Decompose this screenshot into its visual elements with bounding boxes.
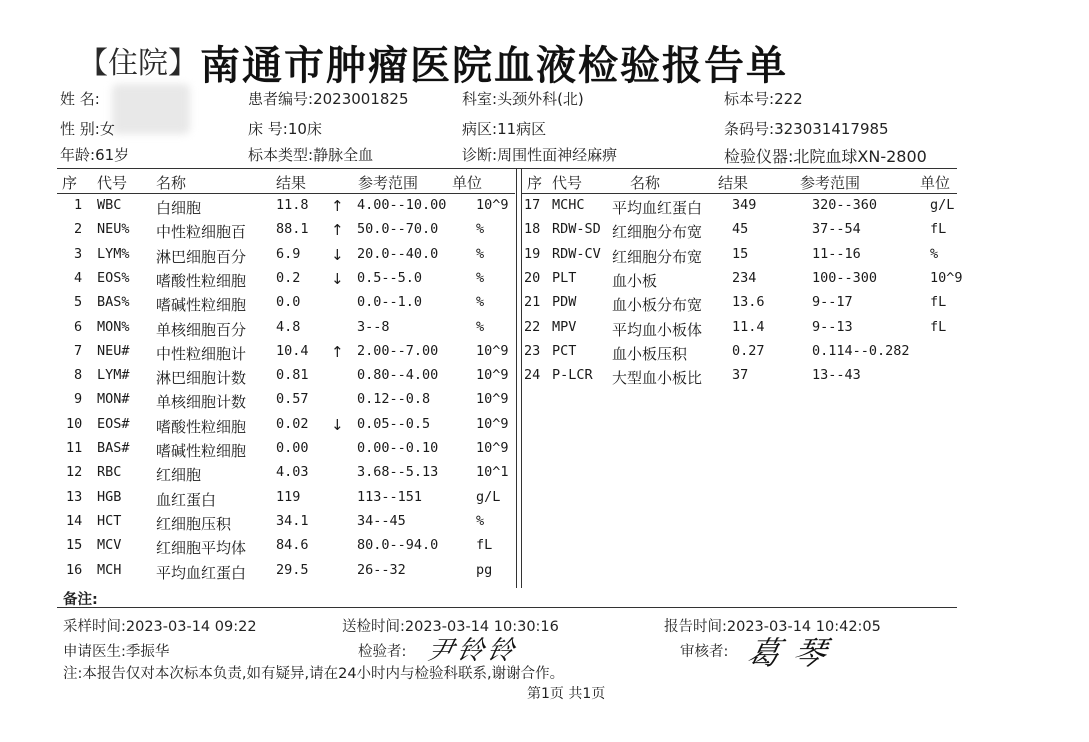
cell-unit: pg bbox=[476, 561, 493, 578]
diagnosis-field bbox=[462, 144, 617, 165]
age-field bbox=[60, 144, 129, 165]
name-label: 姓 名: bbox=[60, 90, 100, 108]
cell-result: 0.0 bbox=[276, 294, 301, 311]
cell-range: 113--151 bbox=[357, 488, 423, 505]
cell-seq: 3 bbox=[74, 245, 83, 262]
cell-seq: 19 bbox=[524, 245, 541, 262]
cell-code: MON% bbox=[97, 318, 130, 335]
cell-seq: 9 bbox=[74, 391, 83, 408]
cell-name: 红细胞平均体 bbox=[156, 539, 247, 558]
cell-seq: 1 bbox=[74, 197, 83, 213]
header-unit-right: 单位 bbox=[920, 174, 951, 192]
cell-result: 0.2 bbox=[276, 269, 301, 286]
cell-code: MCV bbox=[97, 537, 122, 554]
cell-name: 白细胞 bbox=[156, 199, 202, 217]
cell-name: 平均血小板体 bbox=[612, 320, 703, 339]
cell-unit: 10^9 bbox=[930, 269, 963, 286]
header-result-left: 结果 bbox=[276, 174, 307, 192]
name-redaction bbox=[112, 84, 190, 134]
cell-code: NEU# bbox=[97, 342, 130, 359]
cell-code: NEU% bbox=[97, 221, 130, 238]
cell-unit: g/L bbox=[930, 197, 955, 213]
cell-range: 100--300 bbox=[812, 269, 878, 286]
reviewer-signature: 葛琴 bbox=[743, 634, 844, 672]
cell-result: 88.1 bbox=[276, 221, 309, 238]
cell-code: PLT bbox=[552, 269, 577, 286]
cell-code: PCT bbox=[552, 342, 577, 359]
table-header-rule-right bbox=[521, 193, 957, 194]
ward-field bbox=[462, 118, 546, 139]
patient-no-field bbox=[248, 88, 409, 109]
barcode-field bbox=[724, 118, 889, 139]
cell-range: 50.0--70.0 bbox=[357, 221, 439, 238]
cell-result: 0.27 bbox=[732, 342, 765, 359]
cell-name: 大型血小板比 bbox=[612, 369, 703, 388]
report-time: 报告时间:2023-03-14 10:42:05 bbox=[664, 619, 881, 635]
cell-unit: % bbox=[476, 294, 485, 311]
instrument-field bbox=[724, 144, 927, 167]
cell-unit: % bbox=[476, 221, 485, 238]
cell-name: 淋巴细胞百分 bbox=[156, 247, 247, 266]
ward-label: 病区: bbox=[462, 120, 498, 138]
cell-range: 0.12--0.8 bbox=[357, 391, 431, 408]
cell-name: 嗜碱性粒细胞 bbox=[156, 296, 247, 315]
cell-unit: fL bbox=[930, 221, 947, 238]
page-number: 第1页 共1页 bbox=[527, 686, 606, 702]
cell-result: 349 bbox=[732, 197, 757, 213]
cell-code: EOS# bbox=[97, 415, 130, 432]
cell-seq: 4 bbox=[74, 269, 83, 286]
instrument-value: 北院血球XN-2800 bbox=[793, 147, 927, 166]
sample-no-field bbox=[724, 88, 803, 109]
sample-no-label: 标本号: bbox=[724, 90, 775, 108]
cell-name: 中性粒细胞百 bbox=[156, 223, 247, 242]
sample-type-label: 标本类型: bbox=[248, 146, 314, 164]
header-code-left: 代号 bbox=[97, 174, 128, 192]
cell-name: 淋巴细胞计数 bbox=[156, 369, 247, 388]
cell-unit: % bbox=[476, 269, 485, 286]
header-code-right: 代号 bbox=[552, 174, 583, 192]
cell-range: 0.114--0.282 bbox=[812, 342, 910, 359]
instrument-label: 检验仪器: bbox=[724, 147, 794, 166]
cell-range: 20.0--40.0 bbox=[357, 245, 439, 262]
cell-unit: % bbox=[476, 245, 485, 262]
diagnosis-value: 周围性面神经麻痹 bbox=[497, 146, 618, 164]
cell-seq: 15 bbox=[66, 537, 83, 554]
cell-result: 6.9 bbox=[276, 245, 301, 262]
cell-code: RDW-CV bbox=[552, 245, 601, 262]
cell-seq: 13 bbox=[66, 488, 83, 505]
cell-seq: 6 bbox=[74, 318, 83, 335]
cell-code: EOS% bbox=[97, 269, 130, 286]
cell-name: 血红蛋白 bbox=[156, 490, 217, 509]
cell-unit: 10^1 bbox=[476, 464, 509, 481]
cell-name: 嗜酸性粒细胞 bbox=[156, 271, 247, 290]
remark-label: 备注: bbox=[63, 592, 98, 608]
dept-value: 头颈外科(北) bbox=[497, 90, 584, 108]
barcode-value: 323031417985 bbox=[774, 120, 889, 138]
cell-code: LYM# bbox=[97, 367, 130, 384]
cell-code: HGB bbox=[97, 488, 122, 505]
cell-unit: 10^9 bbox=[476, 440, 509, 456]
cell-result: 4.03 bbox=[276, 464, 309, 481]
cell-result: 234 bbox=[732, 269, 757, 286]
dept-label: 科室: bbox=[462, 90, 498, 108]
cell-result: 0.81 bbox=[276, 367, 309, 384]
header-result-right: 结果 bbox=[718, 174, 749, 192]
cell-seq: 7 bbox=[74, 342, 83, 359]
cell-seq: 5 bbox=[74, 294, 83, 311]
cell-range: 3.68--5.13 bbox=[357, 464, 439, 481]
cell-result: 34.1 bbox=[276, 512, 309, 529]
header-name-right: 名称 bbox=[630, 174, 661, 192]
cell-code: BAS# bbox=[97, 440, 130, 456]
cell-code: BAS% bbox=[97, 294, 130, 311]
cell-flag: ↓ bbox=[331, 245, 344, 264]
cell-unit: 10^9 bbox=[476, 197, 509, 213]
cell-name: 红细胞分布宽 bbox=[612, 223, 703, 242]
header-seq-left: 序 bbox=[62, 174, 78, 192]
cell-result: 11.4 bbox=[732, 318, 765, 335]
cell-range: 0.00--0.10 bbox=[357, 440, 439, 456]
cell-range: 2.00--7.00 bbox=[357, 342, 439, 359]
disclaimer-note: 注:本报告仅对本次标本负责,如有疑异,请在24小时内与检验科联系,谢谢合作。 bbox=[63, 666, 565, 682]
cell-name: 红细胞分布宽 bbox=[612, 247, 703, 266]
cell-range: 26--32 bbox=[357, 561, 406, 578]
bed-label: 床 号: bbox=[248, 120, 288, 138]
cell-seq: 23 bbox=[524, 342, 541, 359]
cell-name: 嗜酸性粒细胞 bbox=[156, 417, 247, 436]
patient-no-label: 患者编号: bbox=[248, 90, 314, 108]
header-unit-left: 单位 bbox=[452, 174, 483, 192]
cell-seq: 11 bbox=[66, 440, 83, 456]
cell-range: 3--8 bbox=[357, 318, 390, 335]
cell-range: 9--13 bbox=[812, 318, 853, 335]
cell-unit: % bbox=[930, 245, 939, 262]
cell-seq: 14 bbox=[66, 512, 83, 529]
reviewer-label: 审核者: bbox=[680, 644, 729, 660]
cell-result: 45 bbox=[732, 221, 749, 238]
cell-code: MCHC bbox=[552, 197, 585, 213]
collect-time: 采样时间:2023-03-14 09:22 bbox=[63, 619, 257, 635]
gender-label: 性 别: bbox=[60, 120, 100, 138]
cell-unit: fL bbox=[930, 318, 947, 335]
cell-name: 红细胞压积 bbox=[156, 514, 232, 533]
cell-unit: fL bbox=[930, 294, 947, 311]
gender-value: 女 bbox=[99, 120, 115, 138]
barcode-label: 条码号: bbox=[724, 120, 775, 138]
cell-name: 单核细胞百分 bbox=[156, 320, 247, 339]
cell-range: 0.05--0.5 bbox=[357, 415, 431, 432]
cell-result: 29.5 bbox=[276, 561, 309, 578]
cell-seq: 2 bbox=[74, 221, 83, 238]
cell-name: 嗜碱性粒细胞 bbox=[156, 442, 247, 460]
cell-range: 0.5--5.0 bbox=[357, 269, 423, 286]
cell-seq: 20 bbox=[524, 269, 541, 286]
cell-name: 血小板 bbox=[612, 271, 658, 290]
tester-label: 检验者: bbox=[358, 644, 407, 660]
cell-range: 4.00--10.00 bbox=[357, 197, 447, 213]
cell-unit: 10^9 bbox=[476, 415, 509, 432]
cell-flag: ↑ bbox=[331, 342, 344, 361]
cell-name: 单核细胞计数 bbox=[156, 393, 247, 412]
header-range-right: 参考范围 bbox=[800, 174, 861, 192]
cell-code: RDW-SD bbox=[552, 221, 601, 238]
submit-time: 送检时间:2023-03-14 10:30:16 bbox=[342, 619, 559, 635]
cell-code: P-LCR bbox=[552, 367, 593, 384]
cell-code: LYM% bbox=[97, 245, 130, 262]
cell-seq: 8 bbox=[74, 367, 83, 384]
cell-result: 0.00 bbox=[276, 440, 309, 456]
cell-flag: ↓ bbox=[331, 269, 344, 288]
age-value: 61岁 bbox=[95, 146, 130, 164]
cell-range: 34--45 bbox=[357, 512, 406, 529]
cell-result: 15 bbox=[732, 245, 749, 262]
cell-unit: 10^9 bbox=[476, 391, 509, 408]
sample-type-value: 静脉全血 bbox=[313, 146, 374, 164]
cell-seq: 24 bbox=[524, 367, 541, 384]
cell-result: 13.6 bbox=[732, 294, 765, 311]
cell-code: WBC bbox=[97, 197, 122, 213]
cell-result: 0.57 bbox=[276, 391, 309, 408]
age-label: 年龄: bbox=[60, 146, 96, 164]
cell-unit: 10^9 bbox=[476, 342, 509, 359]
cell-code: PDW bbox=[552, 294, 577, 311]
cell-result: 11.8 bbox=[276, 197, 309, 213]
cell-name: 平均血红蛋白 bbox=[156, 563, 247, 582]
cell-flag: ↑ bbox=[331, 221, 344, 240]
header-name-left: 名称 bbox=[156, 174, 187, 192]
cell-range: 0.80--4.00 bbox=[357, 367, 439, 384]
header-range-left: 参考范围 bbox=[358, 174, 419, 192]
table-top-rule bbox=[57, 168, 957, 169]
cell-name: 红细胞 bbox=[156, 466, 202, 485]
gender-field bbox=[60, 118, 115, 139]
cell-seq: 10 bbox=[66, 415, 83, 432]
table-divider bbox=[516, 168, 517, 588]
report-title: 南通市肿瘤医院血液检验报告单 bbox=[200, 43, 788, 89]
cell-unit: % bbox=[476, 512, 485, 529]
report-type-tag: 【住院】 bbox=[78, 46, 198, 81]
tester-signature: 尹铃铃 bbox=[424, 636, 521, 666]
cell-range: 37--54 bbox=[812, 221, 861, 238]
sample-type-field bbox=[248, 144, 373, 165]
cell-result: 0.02 bbox=[276, 415, 309, 432]
table-divider-inner bbox=[521, 168, 522, 588]
cell-result: 37 bbox=[732, 367, 749, 384]
cell-result: 10.4 bbox=[276, 342, 309, 359]
cell-seq: 18 bbox=[524, 221, 541, 238]
footer-rule bbox=[57, 607, 957, 608]
cell-seq: 22 bbox=[524, 318, 541, 335]
cell-range: 9--17 bbox=[812, 294, 853, 311]
cell-name: 血小板分布宽 bbox=[612, 296, 703, 315]
patient-no-value: 2023001825 bbox=[313, 90, 409, 108]
cell-result: 119 bbox=[276, 488, 301, 505]
cell-seq: 21 bbox=[524, 294, 541, 311]
cell-name: 中性粒细胞计 bbox=[156, 344, 247, 363]
cell-flag: ↑ bbox=[331, 197, 344, 215]
header-seq-right: 序 bbox=[527, 174, 543, 192]
cell-range: 0.0--1.0 bbox=[357, 294, 423, 311]
cell-seq: 12 bbox=[66, 464, 83, 481]
cell-range: 11--16 bbox=[812, 245, 861, 262]
cell-range: 80.0--94.0 bbox=[357, 537, 439, 554]
dept-field bbox=[462, 88, 584, 109]
cell-range: 320--360 bbox=[812, 197, 878, 213]
cell-result: 84.6 bbox=[276, 537, 309, 554]
cell-unit: fL bbox=[476, 537, 493, 554]
cell-result: 4.8 bbox=[276, 318, 301, 335]
cell-code: HCT bbox=[97, 512, 122, 529]
cell-flag: ↓ bbox=[331, 415, 344, 434]
cell-range: 13--43 bbox=[812, 367, 861, 384]
cell-code: MON# bbox=[97, 391, 130, 408]
bed-value: 10床 bbox=[287, 120, 322, 138]
diagnosis-label: 诊断: bbox=[462, 146, 498, 164]
cell-code: MPV bbox=[552, 318, 577, 335]
cell-unit: 10^9 bbox=[476, 367, 509, 384]
cell-code: RBC bbox=[97, 464, 122, 481]
cell-code: MCH bbox=[97, 561, 122, 578]
sample-no-value: 222 bbox=[774, 90, 803, 108]
cell-unit: g/L bbox=[476, 488, 501, 505]
table-header-rule-left bbox=[57, 193, 515, 194]
cell-unit: % bbox=[476, 318, 485, 335]
cell-name: 平均血红蛋白 bbox=[612, 199, 703, 217]
requesting-doctor: 申请医生:季振华 bbox=[63, 644, 170, 660]
ward-value: 11病区 bbox=[497, 120, 547, 138]
cell-seq: 17 bbox=[524, 197, 541, 213]
cell-name: 血小板压积 bbox=[612, 344, 688, 363]
bed-field bbox=[248, 118, 322, 139]
cell-seq: 16 bbox=[66, 561, 83, 578]
